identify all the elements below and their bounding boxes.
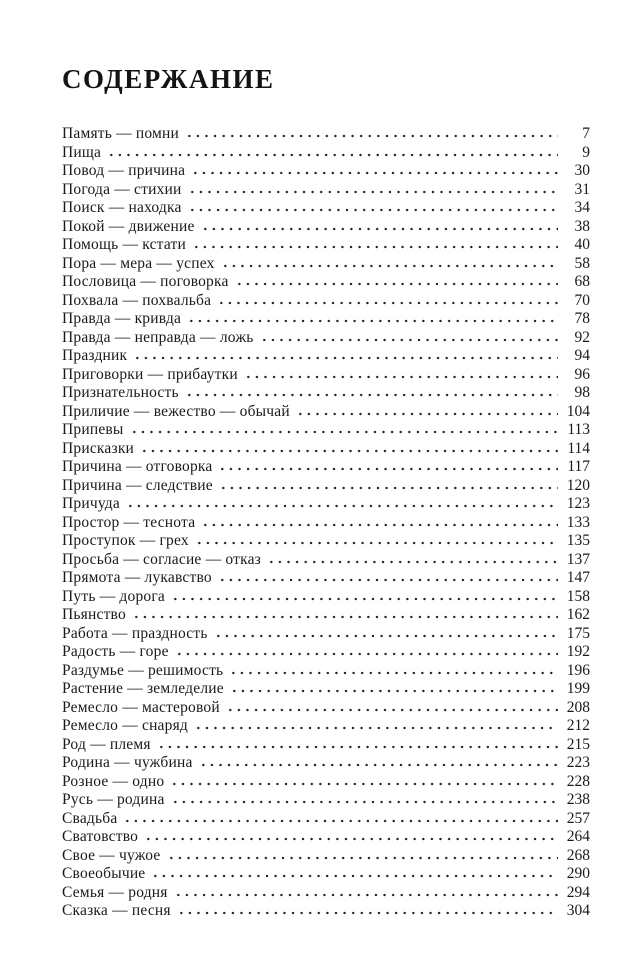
toc-entry-label: Признательность	[62, 384, 179, 401]
toc-entry	[62, 643, 590, 662]
toc-entry-label: Раздумье — решимость	[62, 661, 224, 679]
dot-leader	[192, 245, 558, 249]
dot-leader	[144, 837, 558, 841]
toc-entry-label: Радость — горе	[62, 643, 169, 660]
dot-leader	[188, 208, 558, 212]
toc-entry-page: 199	[566, 680, 590, 697]
toc-entry-page: 104	[566, 402, 590, 420]
toc-entry-page: 135	[566, 532, 590, 549]
toc-entry	[62, 218, 590, 237]
toc-entry-label: Ремесло — снаряд	[62, 717, 189, 734]
toc-entry-page: 268	[566, 846, 590, 864]
toc-entry-page: 96	[574, 365, 590, 383]
toc-entry-label: Пища	[62, 143, 102, 161]
toc-entry	[62, 125, 590, 144]
toc-entry	[62, 754, 590, 773]
toc-entry-label: Розное — одно	[62, 772, 165, 790]
toc-entry	[62, 662, 590, 681]
toc-entry-page: 78	[574, 310, 590, 327]
toc-entry	[62, 532, 590, 551]
toc-entry	[62, 588, 590, 607]
toc-entry-label: Просьба — согласие — отказ	[62, 550, 261, 568]
toc-entry	[62, 810, 590, 829]
dot-leader	[235, 282, 558, 286]
toc-entry-label: Повод — причина	[62, 162, 186, 179]
toc-entry-label: Ремесло — мастеровой	[62, 698, 220, 716]
dot-leader	[218, 467, 558, 471]
toc-entry-page: 117	[567, 458, 590, 475]
toc-entry-page: 238	[566, 791, 590, 808]
toc-entry-label: Припевы	[62, 421, 124, 438]
toc-entry-label: Погода — стихии	[62, 180, 182, 198]
dot-leader	[140, 449, 558, 453]
toc-entry	[62, 495, 590, 514]
toc-entry-page: 98	[574, 384, 590, 401]
toc-entry-page: 113	[567, 421, 590, 438]
toc-entry-page: 133	[566, 513, 590, 531]
toc-entry	[62, 736, 590, 755]
toc-entry-page: 68	[574, 273, 590, 290]
toc-entry-page: 70	[574, 291, 590, 309]
toc-entry	[62, 144, 590, 163]
page-title: СОДЕРЖАНИЕ	[62, 64, 275, 94]
toc-entry-label: Своеобычие	[62, 865, 146, 882]
toc-entry-label: Причуда	[62, 495, 120, 512]
toc-entry-page: 123	[566, 495, 590, 512]
toc-entry-page: 175	[566, 624, 590, 642]
dot-leader	[133, 356, 558, 360]
dot-leader	[226, 708, 558, 712]
toc-entry-label: Пора — мера — успех	[62, 254, 215, 272]
toc-entry-page: 257	[566, 809, 590, 827]
dot-leader	[171, 800, 558, 804]
toc-entry-page: 40	[574, 236, 590, 253]
toc-entry-page: 196	[566, 661, 590, 679]
toc-entry	[62, 310, 590, 329]
toc-entry-page: 290	[566, 865, 590, 882]
dot-leader	[130, 430, 558, 434]
toc-entry-page: 30	[574, 162, 590, 179]
dot-leader	[217, 301, 558, 305]
dot-leader	[218, 578, 558, 582]
toc-entry	[62, 199, 590, 218]
dot-leader	[126, 504, 558, 508]
toc-entry-label: Путь — дорога	[62, 587, 166, 605]
dot-leader	[185, 134, 558, 138]
dot-leader	[174, 893, 558, 897]
toc-entry	[62, 680, 590, 699]
toc-entry-label: Пьянство	[62, 606, 126, 623]
dot-leader	[221, 264, 558, 268]
toc-entry-page: 58	[574, 254, 590, 272]
toc-entry	[62, 255, 590, 274]
toc-entry-label: Сказка — песня	[62, 902, 171, 919]
toc-entry	[62, 699, 590, 718]
toc-entry-label: Род — племя	[62, 735, 151, 753]
toc-entry	[62, 403, 590, 422]
dot-leader	[214, 634, 558, 638]
toc-entry	[62, 421, 590, 440]
toc-entry	[62, 625, 590, 644]
toc-entry-page: 114	[567, 439, 590, 457]
toc-entry-label: Проступок — грех	[62, 532, 189, 549]
dot-leader	[167, 856, 558, 860]
toc-entry	[62, 828, 590, 847]
toc-entry-label: Похвала — похвальба	[62, 291, 212, 309]
dot-leader	[157, 745, 558, 749]
toc-entry-label: Сватовство	[62, 828, 139, 845]
toc-entry-page: 304	[566, 902, 590, 919]
dot-leader	[199, 763, 558, 767]
dot-leader	[123, 819, 558, 823]
toc-entry-label: Прямота — лукавство	[62, 569, 212, 586]
toc-entry	[62, 162, 590, 181]
dot-leader	[185, 393, 558, 397]
toc-entry-page: 7	[582, 125, 590, 142]
toc-entry-page: 92	[574, 328, 590, 346]
toc-entry-page: 34	[574, 199, 590, 216]
toc-entry	[62, 273, 590, 292]
toc-entry	[62, 458, 590, 477]
toc-entry-page: 212	[566, 717, 590, 734]
toc-entry	[62, 347, 590, 366]
toc-entry-page: 137	[566, 550, 590, 568]
dot-leader	[201, 523, 558, 527]
toc-entry	[62, 384, 590, 403]
toc-entry-label: Приличие — вежество — обычай	[62, 402, 290, 420]
toc-entry	[62, 717, 590, 736]
toc-entry-label: Семья — родня	[62, 883, 168, 901]
dot-leader	[201, 227, 558, 231]
toc-list	[62, 125, 590, 921]
toc-entry	[62, 773, 590, 792]
toc-entry-label: Правда — кривда	[62, 310, 182, 327]
toc-entry-page: 162	[566, 606, 590, 623]
toc-entry-label: Простор — теснота	[62, 513, 196, 531]
toc-entry-page: 223	[566, 754, 590, 771]
dot-leader	[244, 375, 558, 379]
dot-leader	[296, 412, 558, 416]
toc-entry-page: 9	[582, 143, 590, 161]
dot-leader	[219, 486, 558, 490]
toc-entry	[62, 884, 590, 903]
toc-entry-label: Работа — праздность	[62, 624, 208, 642]
toc-entry-label: Русь — родина	[62, 791, 165, 808]
toc-entry-label: Пословица — поговорка	[62, 273, 229, 290]
toc-entry	[62, 551, 590, 570]
dot-leader	[187, 319, 558, 323]
toc-entry-label: Приговорки — прибаутки	[62, 365, 238, 383]
toc-entry	[62, 329, 590, 348]
toc-entry-label: Поиск — находка	[62, 199, 182, 216]
dot-leader	[229, 671, 558, 675]
toc-entry-page: 94	[574, 347, 590, 364]
dot-leader	[191, 171, 558, 175]
dot-leader	[194, 726, 558, 730]
dot-leader	[107, 153, 558, 157]
dot-leader	[170, 782, 558, 786]
toc-entry-label: Помощь — кстати	[62, 236, 186, 253]
toc-entry	[62, 902, 590, 921]
dot-leader	[175, 652, 558, 656]
dot-leader	[171, 597, 558, 601]
toc-entry	[62, 514, 590, 533]
toc-entry	[62, 865, 590, 884]
toc-entry	[62, 791, 590, 810]
toc-entry-label: Родина — чужбина	[62, 754, 193, 771]
toc-entry	[62, 606, 590, 625]
toc-entry-page: 147	[566, 569, 590, 586]
toc-entry	[62, 440, 590, 459]
toc-entry	[62, 477, 590, 496]
toc-entry-label: Растение — земледелие	[62, 680, 224, 697]
toc-entry-page: 294	[566, 883, 590, 901]
toc-entry-label: Праздник	[62, 347, 128, 364]
toc-entry	[62, 292, 590, 311]
toc-entry	[62, 236, 590, 255]
toc-entry-label: Свадьба	[62, 809, 118, 827]
toc-entry-label: Покой — движение	[62, 217, 195, 235]
toc-entry-page: 228	[566, 772, 590, 790]
toc-entry-page: 215	[566, 735, 590, 753]
dot-leader	[195, 541, 558, 545]
dot-leader	[267, 560, 558, 564]
toc-entry-label: Правда — неправда — ложь	[62, 328, 254, 346]
toc-entry-label: Присказки	[62, 439, 135, 457]
toc-entry-label: Свое — чужое	[62, 846, 161, 864]
dot-leader	[188, 190, 558, 194]
dot-leader	[151, 874, 558, 878]
toc-entry-page: 120	[566, 476, 590, 494]
toc-entry	[62, 181, 590, 200]
toc-entry-page: 208	[566, 698, 590, 716]
dot-leader	[132, 615, 558, 619]
toc-entry-label: Причина — отговорка	[62, 458, 213, 475]
toc-entry	[62, 847, 590, 866]
toc-entry-page: 192	[566, 643, 590, 660]
toc-entry	[62, 366, 590, 385]
toc-entry-label: Память — помни	[62, 125, 180, 142]
toc-entry-page: 264	[566, 828, 590, 845]
dot-leader	[230, 689, 558, 693]
toc-entry-label: Причина — следствие	[62, 476, 213, 494]
toc-entry	[62, 569, 590, 588]
toc-entry-page: 38	[574, 217, 590, 235]
toc-entry-page: 158	[566, 587, 590, 605]
dot-leader	[260, 338, 559, 342]
dot-leader	[177, 911, 558, 915]
toc-entry-page: 31	[574, 180, 590, 198]
